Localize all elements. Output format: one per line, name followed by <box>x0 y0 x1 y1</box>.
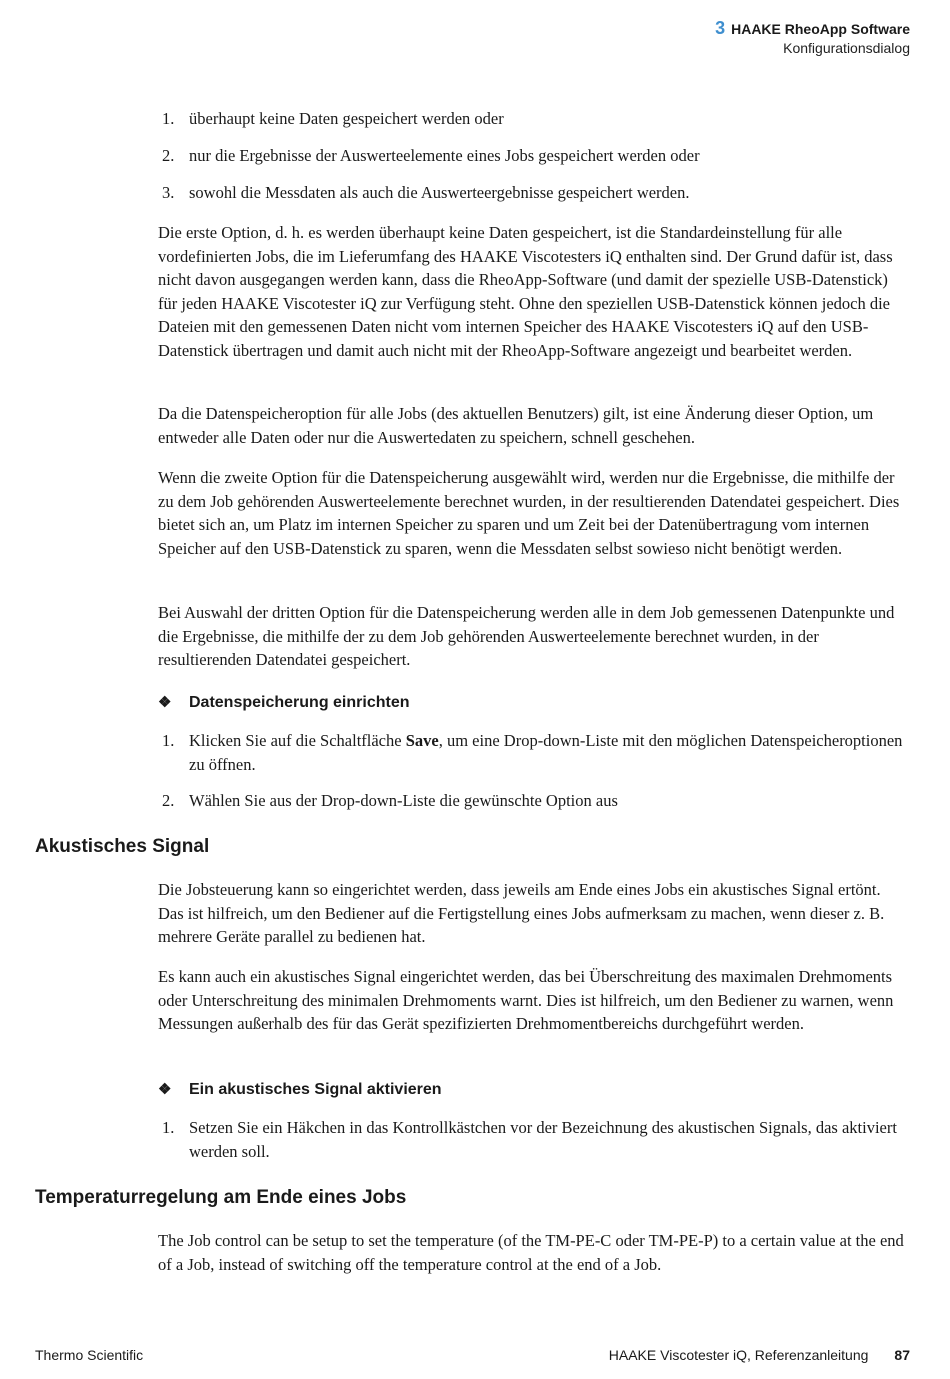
list-item <box>158 181 908 205</box>
diamond-bullet-icon: ❖ <box>158 1081 172 1098</box>
list-text: überhaupt keine Daten gespeichert werden oder <box>189 109 504 128</box>
section-title: Konfigurationsdialog <box>783 40 910 56</box>
step-number: 1. <box>162 731 175 750</box>
list-item <box>158 144 908 168</box>
step-text-part: , um eine Drop-down-Liste mit den möglichen Datenspeicheroptionen zu öffnen. <box>189 731 903 774</box>
body-paragraph: Wenn die zweite Option für die Datenspeicherung ausgewählt wird, werden nur die Ergebnisse, die mithilfe der zu dem Job gehörenden Auswerteelemente berechnet wurden, in der resultierenden Datendatei gespeichert. Dies bietet sich an, um Platz im internen Speicher zu sparen und um Zeit bei der Datenübertragung vom internen Speicher auf den USB-Datenstick zu sparen, wenn die Messdaten selbst sowieso nicht benötigt werden. <box>158 468 900 558</box>
step-text-part: Klicken Sie auf die Schaltfläche <box>189 731 406 750</box>
list-item <box>158 107 908 131</box>
step-number: 2. <box>162 791 175 810</box>
body-paragraph: Die Jobsteuerung kann so eingerichtet werden, dass jeweils am Ende eines Jobs ein akustisches Signal ertönt. Das ist hilfreich, um den Bediener auf die Fertigstellung eines Jobs aufmerksam zu machen, wenn dieser z. B. mehrere Geräte parallel zu bedienen hat. <box>158 880 885 946</box>
save-keyword: Save <box>405 731 439 750</box>
body-paragraph: Da die Datenspeicheroption für alle Jobs (des aktuellen Benutzers) gilt, ist eine Änderung dieser Option, um entweder alle Daten oder nur die Auswertedaten zu speichern, schnell geschehen. <box>158 404 874 447</box>
procedure-title: Ein akustisches Signal aktivieren <box>189 1081 442 1098</box>
body-paragraph: Die erste Option, d. h. es werden überhaupt keine Daten gespeichert, ist die Standardeinstellung für alle vordefinierten Jobs, die im Lieferumfang des HAAKE Viscotesters iQ enthalten sind. Der Grund dafür ist, dass nicht davon ausgegangen werden kann, dass die RheoApp-Software (und damit der spezielle USB-Datenstick) für jeden HAAKE Viscotester iQ zur Verfügung steht. Ohne den speziellen USB-Datenstick können jedoch die Dateien mit den gemessenen Daten nicht vom internen Speicher des HAAKE Viscotesters iQ auf den USB-Datenstick übertragen und damit auch nicht mit der RheoApp-Software angezeigt und bearbeitet werden. <box>158 223 893 360</box>
procedure-heading <box>158 1080 442 1099</box>
step-text: Wählen Sie aus der Drop-down-Liste die gewünschte Option aus <box>189 791 618 810</box>
list-number: 3. <box>162 183 175 202</box>
chapter-title-line <box>715 18 910 39</box>
list-number: 2. <box>162 146 175 165</box>
procedure-step <box>158 1116 908 1163</box>
procedure-step <box>158 729 908 776</box>
chapter-title: HAAKE RheoApp Software <box>731 21 910 37</box>
section-heading-temperature: Temperaturregelung am Ende eines Jobs <box>35 1187 407 1208</box>
page-number: 87 <box>894 1347 910 1363</box>
list-text: sowohl die Messdaten als auch die Auswerteergebnisse gespeichert werden. <box>189 183 690 202</box>
footer-company: Thermo Scientific <box>35 1347 144 1363</box>
section-heading-acoustic: Akustisches Signal <box>35 836 210 857</box>
body-paragraph: Es kann auch ein akustisches Signal eingerichtet werden, das bei Überschreitung des maximalen Drehmoments oder Unterschreitung des minimalen Drehmoments warnt. Dies ist hilfreich, um den Bediener zu warnen, wenn Messungen außerhalb des für das Gerät spezifizierten Drehmomentbereichs durchgeführt werden. <box>158 967 894 1033</box>
diamond-bullet-icon: ❖ <box>158 694 172 711</box>
footer-doc-info <box>609 1347 910 1363</box>
chapter-number: 3 <box>715 18 726 38</box>
step-number: 1. <box>162 1118 175 1137</box>
step-text <box>189 729 908 776</box>
procedure-title: Datenspeicherung einrichten <box>189 694 410 711</box>
body-paragraph: The Job control can be setup to set the temperature (of the TM-PE-C oder TM-PE-P) to a certain value at the end of a Job, instead of switching off the temperature control at the end of a Job. <box>158 1231 904 1274</box>
body-paragraph: Bei Auswahl der dritten Option für die Datenspeicherung werden alle in dem Job gemessenen Datenpunkte und die Ergebnisse, die mithilfe der zu dem Job gehörenden Auswerteelemente berechnet wurden, in der resultierenden Datendatei gespeichert. <box>158 603 895 669</box>
procedure-heading <box>158 693 410 712</box>
step-text: Setzen Sie ein Häkchen in das Kontrollkästchen vor der Bezeichnung des akustischen Signals, das aktiviert werden soll. <box>189 1118 897 1161</box>
footer-doc-title: HAAKE Viscotester iQ, Referenzanleitung <box>608 1347 869 1363</box>
procedure-step <box>158 789 908 813</box>
page-header <box>715 18 910 56</box>
list-text: nur die Ergebnisse der Auswerteelemente eines Jobs gespeichert werden oder <box>189 146 700 165</box>
list-number: 1. <box>162 109 175 128</box>
